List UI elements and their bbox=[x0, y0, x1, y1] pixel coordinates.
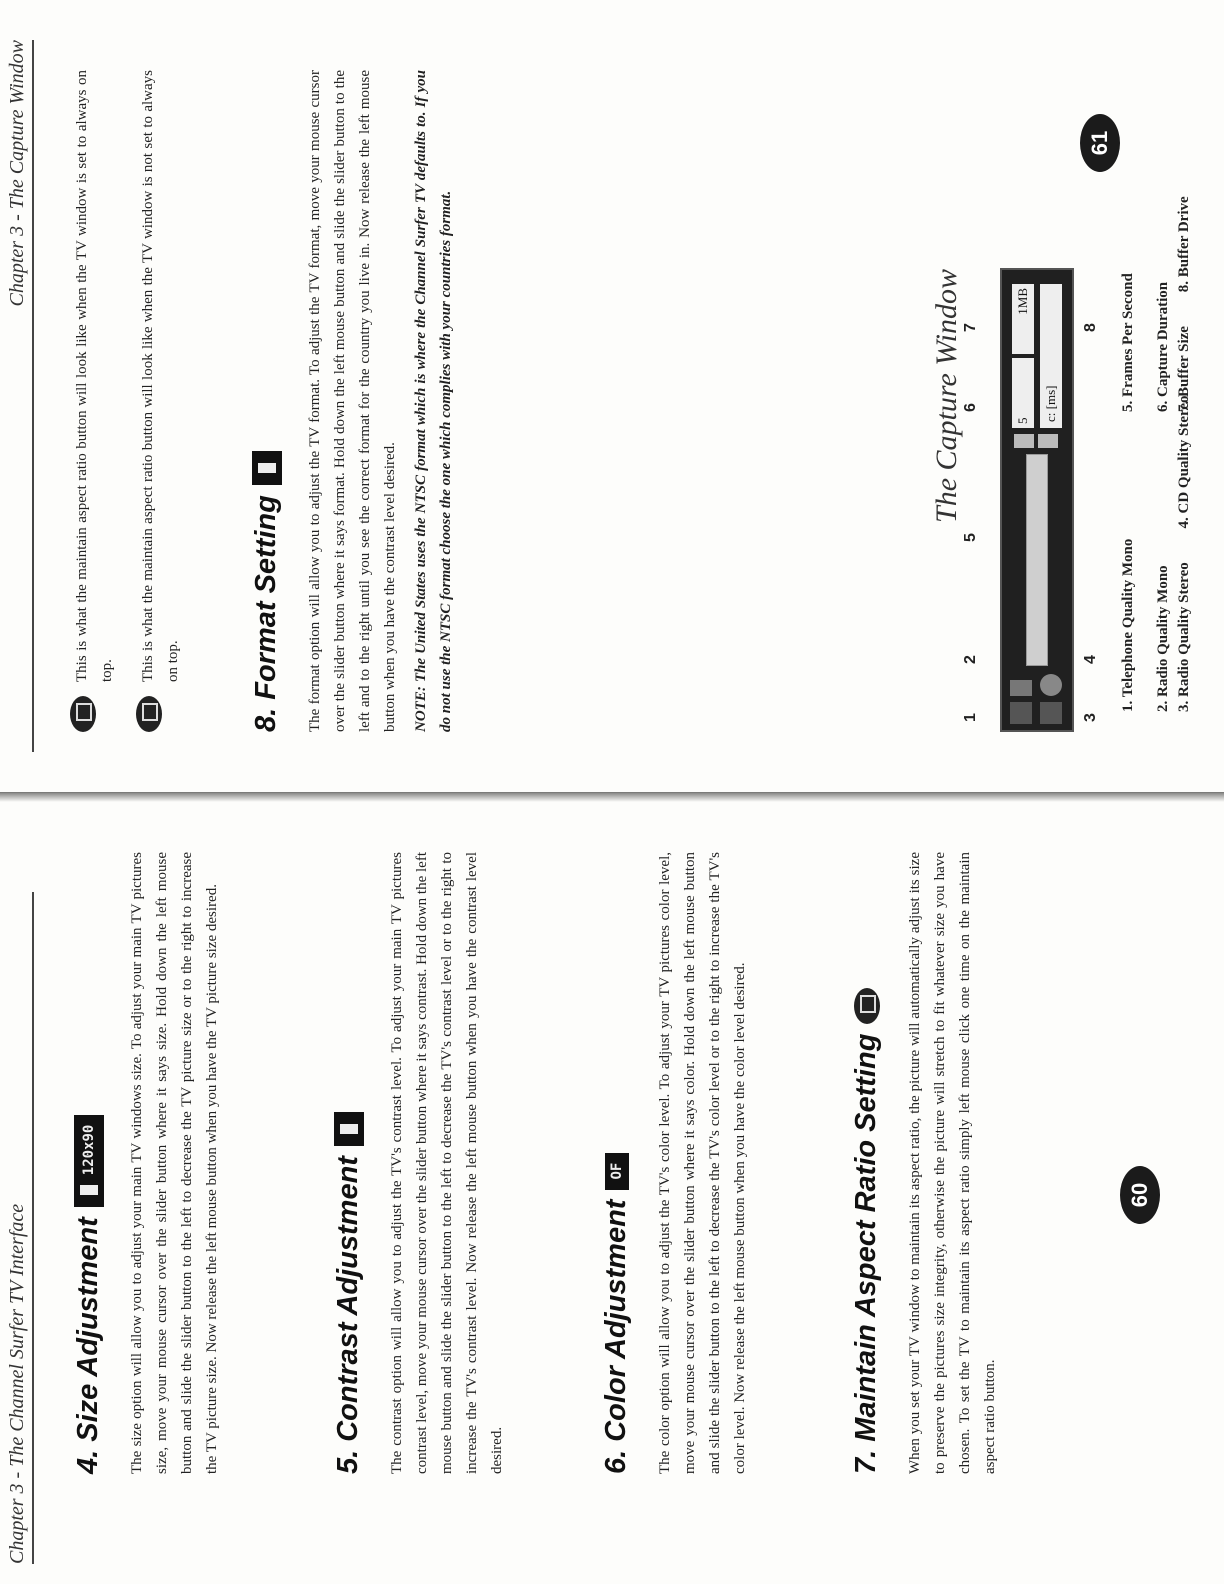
aspect-heading bbox=[850, 852, 883, 1474]
callout-3: 3 bbox=[1082, 713, 1099, 722]
legend-item: 8. Buffer Drive bbox=[1176, 196, 1192, 293]
bullet-not-on-top bbox=[136, 70, 186, 732]
format-control-image bbox=[252, 451, 282, 485]
radio-stereo-icon bbox=[1040, 702, 1062, 724]
capture-legend-left-2 bbox=[1176, 395, 1193, 712]
size-heading bbox=[72, 852, 105, 1474]
aspect-title: 7. Maintain Aspect Ratio Setting bbox=[850, 1033, 882, 1474]
format-title: 8. Format Setting bbox=[250, 495, 282, 732]
color-badge: OF bbox=[608, 1162, 625, 1180]
bullet-text: This is what the maintain aspect ratio button will look like when the TV window is not set to always on top. bbox=[140, 70, 181, 682]
color-heading bbox=[600, 852, 633, 1474]
contrast-heading bbox=[332, 852, 365, 1474]
color-title: 6. Color Adjustment bbox=[600, 1199, 632, 1474]
callout-2: 2 bbox=[962, 655, 979, 664]
slider-button-icon bbox=[338, 1122, 360, 1136]
contrast-body: The contrast option will allow you to adjust the TV's contrast level. To adjust your main TV pictures contrast level, move your mouse cursor over the slider button where it says contrast. Hold down the left mouse button and slide the slider button to the left to decrease the TV's contrast level or to the right to increase the TV's contrast level. Now release the left mouse button when you have the contrast level desired. bbox=[389, 852, 505, 1474]
duration-down-icon bbox=[1038, 434, 1058, 448]
duration-up-icon bbox=[1014, 434, 1034, 448]
radio-mono-icon bbox=[1010, 680, 1032, 696]
callout-8: 8 bbox=[1082, 323, 1099, 332]
contrast-section bbox=[332, 792, 510, 1584]
size-control-image bbox=[74, 1115, 104, 1208]
aspect-ratio-not-on-top-icon bbox=[136, 696, 162, 732]
aspect-bullets bbox=[70, 0, 202, 792]
color-control-image bbox=[605, 1153, 629, 1190]
legend-item: 6. Capture Duration bbox=[1155, 281, 1171, 412]
format-heading bbox=[250, 70, 283, 732]
contrast-control-image bbox=[334, 1112, 364, 1146]
color-section bbox=[600, 792, 753, 1584]
size-badge: 120x90 bbox=[80, 1124, 97, 1176]
legend-item: 3. Radio Quality Stereo bbox=[1176, 562, 1192, 712]
legend-item: 5. Frames Per Second bbox=[1120, 273, 1136, 412]
callout-4: 4 bbox=[1082, 655, 1099, 664]
size-section bbox=[72, 792, 225, 1584]
left-page bbox=[0, 792, 1224, 1584]
buffer-size-field: 1MB bbox=[1012, 284, 1034, 354]
frames-per-second-slider bbox=[1026, 454, 1048, 666]
bullet-text: This is what the maintain aspect ratio button will look like when the TV window is set to always on top. bbox=[74, 70, 115, 682]
legend-item: 7. Buffer Size bbox=[1176, 326, 1192, 412]
aspect-section bbox=[850, 792, 1003, 1584]
format-section bbox=[250, 0, 459, 792]
size-body: The size option will allow you to adjust your main TV windows size. To adjust your main TV pictures size, move your mouse cursor over the slider button where it says size. Hold down the left mouse button and slide the slider button to the left to decrease the TV picture size or to the right to increase the TV picture size. Now release the left mouse button when you have the TV picture size desired. bbox=[129, 852, 220, 1474]
callout-5: 5 bbox=[962, 533, 979, 542]
callout-6: 6 bbox=[962, 403, 979, 412]
cd-quality-icon bbox=[1040, 674, 1062, 696]
legend-item: 1. Telephone Quality Mono bbox=[1120, 538, 1136, 712]
format-body: The format option will allow you to adjust the TV format. To adjust the TV format, move your mouse cursor over the slider button where it says format. Hold down the left mouse button and slide the slider button to the left and to the right until you see the correct format for the country you live in. Now release the left mouse button when you have the contrast level desired. bbox=[307, 70, 398, 732]
color-body: The color option will allow you to adjust the TV's color level. To adjust your TV pictures color level, move your mouse cursor over the slider button where it says color. Hold down the left mouse button and slide the slider button to the left to decrease the TV's color level or to the right to increase the TV's color level. Now release the left mouse button when you have the color level desired. bbox=[657, 852, 748, 1474]
aspect-ratio-button-icon bbox=[854, 988, 880, 1024]
format-note: NOTE: The United States uses the NTSC format which is where the Channel Surfer TV defaults to. If you do not use the NTSC format choose the one which complies with your countries format. bbox=[413, 70, 454, 732]
frames-field: 5 bbox=[1012, 358, 1034, 428]
aspect-ratio-on-top-icon bbox=[70, 696, 96, 732]
aspect-body: When you set your TV window to maintain its aspect ratio, the picture will automatically adjust its size to preserve the pictures size integrity, otherwise the picture will stretch to fit whatever size you have chosen. To set the TV to maintain its aspect ratio simply left mouse click one time on the maintain aspect ratio button. bbox=[907, 852, 998, 1474]
slider-button-icon bbox=[78, 1183, 100, 1197]
bullet-always-on-top bbox=[70, 70, 120, 732]
contrast-title: 5. Contrast Adjustment bbox=[332, 1156, 364, 1474]
callout-7: 7 bbox=[962, 323, 979, 332]
legend-item: 2. Radio Quality Mono bbox=[1155, 565, 1171, 712]
running-head-right: Chapter 3 - The Capture Window bbox=[6, 40, 34, 752]
legend-item: 4. CD Quality Stereo bbox=[1176, 395, 1192, 529]
capture-legend-right-2 bbox=[1176, 196, 1193, 412]
size-title: 4. Size Adjustment bbox=[72, 1217, 104, 1474]
telephone-quality-icon bbox=[1010, 702, 1032, 724]
page-number-right: 61 bbox=[1080, 114, 1120, 172]
running-head-left: Chapter 3 - The Channel Surfer TV Interface bbox=[6, 892, 34, 1564]
callout-1: 1 bbox=[962, 713, 979, 722]
page-number-left: 60 bbox=[1120, 1166, 1160, 1224]
buffer-drive-select: c: [ms] bbox=[1040, 284, 1062, 428]
slider-button-icon bbox=[256, 461, 278, 475]
capture-window-toolbar bbox=[1000, 268, 1074, 732]
capture-window-title: The Capture Window bbox=[930, 269, 963, 523]
